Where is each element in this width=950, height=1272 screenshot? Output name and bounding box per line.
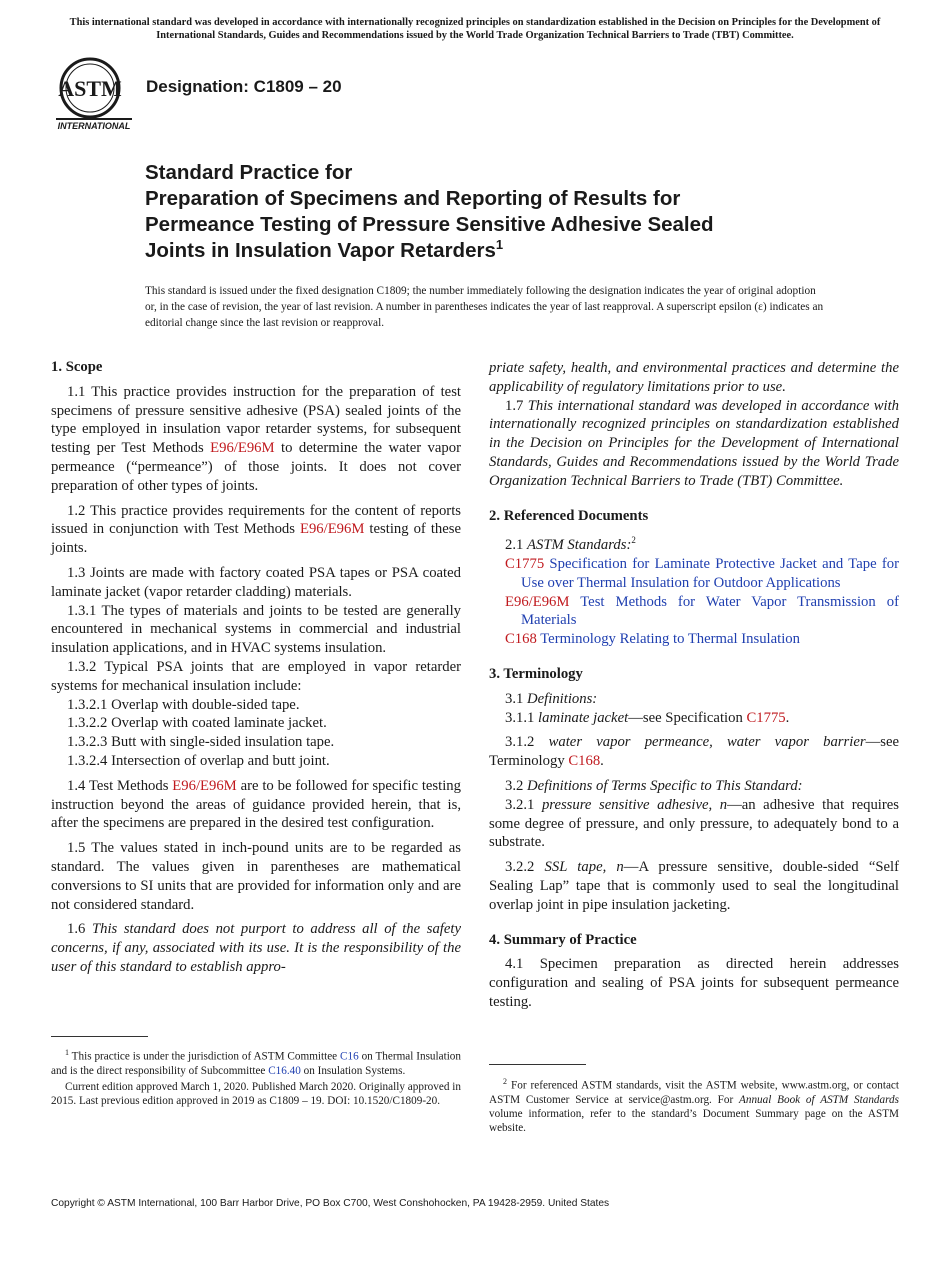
title-line-1: Standard Practice for: [145, 161, 353, 184]
list-item: 1.3.2.4 Intersection of overlap and butt joint.: [67, 752, 330, 769]
para-4-1: 4.1 Specimen preparation as directed herein addresses configuration and sealing of PSA joints for subsequent permeance testing.: [489, 956, 899, 1010]
ref-link-e96[interactable]: E96/E96M: [210, 440, 275, 457]
designation: Designation: C1809 – 20: [146, 77, 342, 96]
reference-entry[interactable]: E96/E96M Test Methods for Water Vapor Transmission of Materials: [505, 593, 899, 629]
logo-name: INTERNATIONAL: [57, 121, 131, 131]
ref-link-c168[interactable]: C168: [568, 753, 601, 770]
para-3-1-1: 3.1.1 laminate jacket—see Specification C1775.: [505, 709, 790, 726]
ref-link-c16-40[interactable]: C16.40: [268, 1064, 301, 1077]
para-1-3-1: 1.3.1 The types of materials and joints to be tested are generally encountered in mechanical systems in commercial and industrial insulation applications, and in HVAC systems insulation.: [51, 602, 461, 657]
para-1-1: 1.1 This practice provides instruction for the preparation of test specimens of pressure sensitive adhesive (PSA) sealed joints of the type employed in insulation vapor retarder systems, for subsequent testing per Test Methods E96/E96M to determine the water vapor permeance (“permeance”) of those joints. It does not cover preparation of other types of joints.: [51, 383, 461, 494]
section-heading-referenced-documents: 2. Referenced Documents: [489, 507, 649, 524]
copyright-line: Copyright © ASTM International, 100 Barr Harbor Drive, PO Box C700, West Conshohocken, PA 19428-2959. United States: [51, 1198, 610, 1209]
title-line-4: Joints in Insulation Vapor Retarders$^1$: [145, 237, 504, 262]
list-item: 1.3.2.2 Overlap with coated laminate jacket.: [67, 715, 327, 732]
document-title: [145, 160, 845, 264]
title-line-2: Preparation of Specimens and Reporting of Results for: [145, 187, 681, 210]
section-heading-summary: 4. Summary of Practice: [489, 931, 637, 948]
para-1-7: 1.7 This international standard was developed in accordance with internationally recognized principles on standardization established in the Decision on Principles for the Development of International Standards, Guides and Recommendations issued by the World Trade Organization Technical Barriers to Trade (TBT) Committee.: [489, 397, 899, 489]
issue-note: This standard is issued under the fixed designation C1809; the number immediately following the designation indicates the year of original adoption or, in the case of revision, the year of last revision. A number in parentheses indicates the year of last reapproval. A superscript epsilon (ε) indicates an editorial change since the last revision or reapproval.: [145, 285, 824, 329]
para-1-6: 1.6 This standard does not purport to address all of the safety concerns, if any, associated with its use. It is the responsibility of the user of this standard to establish appro-: [51, 921, 461, 975]
ref-link-c16[interactable]: C16: [340, 1050, 359, 1063]
section-heading-terminology: 3. Terminology: [489, 666, 583, 683]
footnote-2: $^2$ For referenced ASTM standards, visit the ASTM website, www.astm.org, or contact ASTM Customer Service at service@astm.org. For Annual Book of ASTM Standards volume information, refer to the standard’s Document Summary page on the ASTM website.: [489, 1077, 899, 1134]
title-footnote-mark: 1: [495, 237, 504, 253]
ref-link-c1775[interactable]: C1775: [746, 709, 786, 726]
footnote-rule: [51, 1036, 148, 1037]
section-heading-scope: 1. Scope: [51, 359, 103, 375]
para-3-1-2: 3.1.2 water vapor permeance, water vapor barrier—see Terminology C168.: [489, 734, 900, 770]
para-1-4: 1.4 Test Methods E96/E96M are to be followed for specific testing instruction beyond the areas of guidance provided herein, that is, after the specimens are prepared in the desired test configuration.: [51, 777, 461, 832]
para-2-1: 2.1 ASTM Standards:$^2$: [505, 535, 636, 554]
footnote-1-edition: Current edition approved March 1, 2020. Published March 2020. Originally approved in 2015. Last previous edition approved in 2019 as C1809 – 19. DOI: 10.1520/C1809-20.: [51, 1080, 461, 1107]
footnote-rule: [489, 1064, 586, 1065]
left-column: [51, 356, 461, 977]
title-line-3: Permeance Testing of Pressure Sensitive Adhesive Sealed: [145, 213, 714, 236]
ref-link-e96[interactable]: E96/E96M: [172, 777, 237, 794]
list-item: 1.3.2.3 Butt with single-sided insulation tape.: [67, 734, 335, 751]
para-3-2: 3.2 Definitions of Terms Specific to This Standard:: [505, 778, 803, 795]
para-1-6-continued: priate safety, health, and environmental practices and determine the applicability of regulatory limitations prior to use.: [489, 360, 899, 395]
para-3-2-2: 3.2.2 SSL tape, n—A pressure sensitive, double-sided “Self Sealing Lap” tape that is commonly used to seal the longitudinal overlap joint in pipe insulation jacketing.: [489, 859, 899, 913]
para-3-1: 3.1 Definitions:: [505, 690, 598, 707]
astm-logo: [52, 56, 136, 134]
para-3-2-1: 3.2.1 pressure sensitive adhesive, n—an adhesive that requires some degree of pressure, and only pressure, to adequately bond to a substrate.: [489, 796, 900, 851]
para-1-3-2: 1.3.2 Typical PSA joints that are employed in vapor retarder systems for mechanical insulation include:: [51, 658, 461, 694]
reference-entry[interactable]: C168 Terminology Relating to Thermal Insulation: [505, 631, 800, 648]
ref-link-e96[interactable]: E96/E96M: [299, 521, 365, 538]
logo-letters: ASTM: [58, 76, 122, 101]
wto-notice: This international standard was developed in accordance with internationally recognized principles on standardization established in the Decision on Principles for the Development of International Standards, Guides and Recommendations issued by the World Trade Organization Technical Barriers to Trade (TBT) Committee.: [69, 17, 881, 41]
reference-entry[interactable]: C1775 Specification for Laminate Protective Jacket and Tape for Use over Thermal Insulation for Outdoor Applications: [505, 556, 899, 591]
list-item: 1.3.2.1 Overlap with double-sided tape.: [67, 696, 300, 713]
para-1-5: 1.5 The values stated in inch-pound units are to be regarded as standard. The values given in parentheses are mathematical conversions to SI units that are provided for information only and are not considered standard.: [51, 840, 461, 913]
right-column: [489, 359, 899, 1012]
para-1-2: 1.2 This practice provides requirements for the content of reports issued in conjunction with Test Methods E96/E96M testing of these joints.: [51, 502, 461, 557]
para-1-3: 1.3 Joints are made with factory coated PSA tapes or PSA coated laminate jacket (vapor retarder cladding) materials.: [51, 564, 461, 600]
footnote-1: $^1$ This practice is under the jurisdiction of ASTM Committee C16 on Thermal Insulation and is the direct responsibility of Subcommittee C16.40 on Insulation Systems. Current edition approved March 1, 2020. Published March 2020. Originally approved in 2015. Last previous edition approved in 2019 as C1809 – 19. DOI: 10.1520/C1809-20.: [51, 1048, 461, 1107]
